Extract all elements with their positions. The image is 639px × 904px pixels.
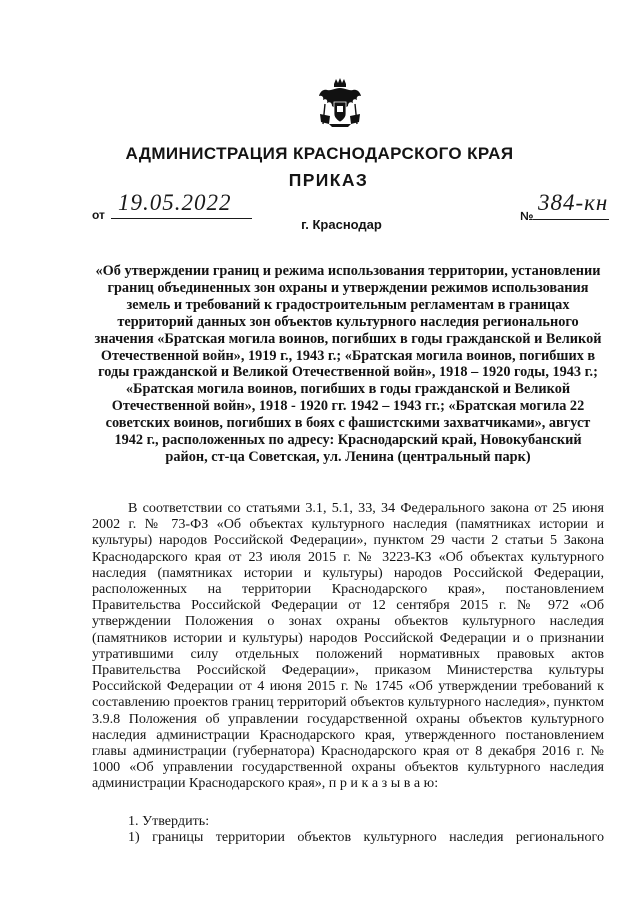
clause-1: 1. Утвердить: bbox=[128, 813, 210, 829]
number-label: № bbox=[520, 209, 534, 223]
organization-name: АДМИНИСТРАЦИЯ КРАСНОДАРСКОГО КРАЯ bbox=[125, 144, 514, 163]
number-underline bbox=[533, 219, 609, 220]
handwritten-number: 384-кн bbox=[538, 190, 609, 215]
order-body bbox=[92, 500, 604, 792]
order-title: «Об утверждении границ и режима использования территории, установлении границ объединенных зон охраны и утверждении режимов использования земель и требований к градостроительным регламентам в границах территорий данных зон объектов культурного наследия регионального значения «Братская могила воинов, погибших в годы гражданской и Великой Отечественной войн», 1919 г., 1943 г.; «Братская могила воинов, погибших в годы гражданской и Великой Отечественной войн», 1918 – 1920 годы, 1943 г.; «Братская могила воинов, погибших в годы гражданской и Великой Отечественной войн», 1918 - 1920 гг. 1942 – 1943 гг.; «Братская могила 22 советских воинов, погибших в боях с фашистскими захватчиками», август 1942 г., расположенных по адресу: Краснодарский край, Новокубанский район, ст-ца Советская, ул. Ленина (центральный парк) bbox=[94, 263, 602, 465]
date-label: от bbox=[92, 208, 105, 222]
city-name: г. Краснодар bbox=[301, 217, 382, 232]
handwritten-date: 19.05.2022 bbox=[118, 190, 232, 215]
document-type: ПРИКАЗ bbox=[288, 170, 369, 190]
clause-1-1: 1) границы территории объектов культурного наследия регионального bbox=[128, 829, 604, 845]
coat-of-arms-icon bbox=[317, 78, 363, 128]
preamble-paragraph: В соответствии со статьями 3.1, 5.1, 33, 34 Федерального закона от 25 июня 2002 г. № 73-ФЗ «Об объектах культурного наследия (памятниках истории и культуры) народов Российской Федерации», пунктом 29 части 2 статьи 5 Закона Краснодарского края от 23 июля 2015 г. № 3223-КЗ «Об объектах культурного наследия (памятниках истории и культуры) народов Российской Федерации, расположенных на территории Краснодарского края», постановлением Правительства Российской Федерации от 12 сентября 2015 г. № 972 «Об утверждении Положения о зонах охраны объектов культурного наследия (памятников истории и культуры) народов Российской Федерации и о признании утратившими силу отдельных положений нормативных правовых актов Правительства Российской Федерации», приказом Министерства культуры Российской Федерации от 4 июня 2015 г. № 1745 «Об утверждении требований к составлению проектов границ территорий объектов культурного наследия», пунктом 3.9.8 Положения об управлении государственной охраны объектов культурного наследия администрации Краснодарского края, утвержденного постановлением главы администрации (губернатора) Краснодарского края от 8 декабря 2016 г. № 1000 «Об управлении государственной охраны объектов культурного наследия администрации Краснодарского края», п р и к а з ы в а ю: bbox=[92, 500, 604, 792]
